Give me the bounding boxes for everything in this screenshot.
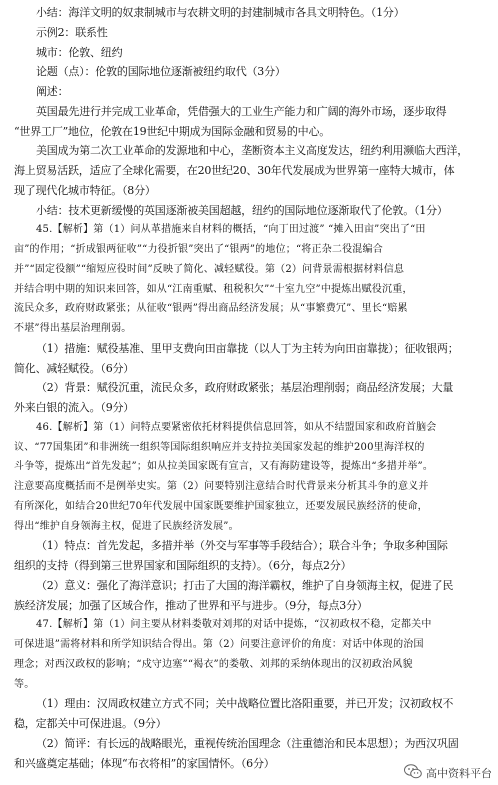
text-line: 组织的支持（得到第三世界国家和国际组织的支持）。（6分，每点2分） (14, 559, 352, 572)
text-line: 等。 (14, 678, 35, 690)
text-line: 并结合明中期的知识来回答，如从“江南重赋、租税积欠”“十室九空”中提炼出赋役沉重， (14, 283, 413, 295)
text-line: 流民众多，政府财政紧张；从征收“银两”得出商品经济发展；从“事繁费冗”、里长“赔累 (14, 303, 408, 315)
text-line: 45.【解析】第（1）问从革措施来自材料的概括，“向丁田过渡” “摊入田亩”突出了“田 (36, 224, 426, 236)
watermark (404, 764, 492, 782)
text-line: 理念；对西汉政权的影响；“戍守边塞”“褐衣”的娄敬、刘邦的采纳体现出的汉初政治风貌 (14, 658, 413, 670)
text-line: 城市：伦敦、纽约 (36, 45, 123, 59)
text-line: 稳，定都关中可保进退。（9分） (14, 717, 167, 730)
text-line: 斗争等，提炼出“首先发起”；如从拉美国家既有宣言，又有海防建设等，提炼出“多措并举”。 (14, 461, 434, 473)
text-line: 论题（点）：伦敦的国际地位逐渐被纽约取代（3分） (36, 65, 286, 79)
text-line: 外来白银的流入。（9分） (14, 401, 135, 414)
text-line: （2）背景：赋役沉重，流民众多，政府财政紧张；基层治理削弱；商品经济发展；大量 (36, 381, 454, 395)
text-line: 47.【解析】第（1）问主要从材料娄敬对刘邦的对话中提炼，“汉初政权不稳，定都关中 (36, 619, 432, 631)
text-line: （2）意义：强化了海洋意识；打击了大国的海洋霸权，维护了自身领海主权，促进了民 (36, 578, 454, 592)
text-line: （1）理由：汉周政权建立方式不同；关中战略位置比洛阳重要，并已开发；汉初政权不 (36, 697, 454, 711)
text-line: 注意要高度概括而不是例举史实。第（2）问要特别注意结合时代背景来分析其斗争的意义并 (14, 481, 429, 492)
text-line: （1）特点：首先发起，多措并举（外交与军事等手段结合）；联合斗争；争取多种国际 (36, 539, 448, 553)
text-line: 亩”的作用；“折成银两征收”“力役折银”突出了“银两”的地位；“将正杂二役混编合 (14, 244, 383, 255)
text-line: 小结：海洋文明的奴隶制城市与农耕文明的封建制城市各具文明特色。（1分） (36, 6, 405, 19)
text-line: 美国成为第二次工业革命的发源地和中心，垄断资本主义高度发达，纽约利用濒临大西洋， (36, 144, 468, 158)
text-line: 和兴盛奠定基础；体现“布衣将相”的家国情怀。（6分） (14, 756, 275, 770)
text-line: 现了现代化城市特征。（8分） (14, 183, 156, 197)
text-line: 46.【解析】第（1）问特点要紧密依托材料提供信息回答，如从不结盟国家和政府首脑会 (36, 421, 437, 433)
text-line: 简化、减轻赋役。（6分） (14, 361, 135, 375)
text-line: 有所深化，如结合20世纪70年代发展中国家既要维护国家独立，还要发展民族经济的使命， (14, 500, 428, 512)
text-line: 得出“维护自身领海主权，促进了民族经济发展”。 (14, 520, 239, 532)
text-line: 阐述： (36, 85, 69, 98)
text-line: 族经济发展；加强了区域合作，推动了世界和平与进步。（9分，每点3分） (14, 598, 368, 612)
text-line: 并”“固定役额”“缩短应役时间”反映了简化、减轻赋役。第（2）问背景需根据材料信息 (14, 263, 405, 275)
text-line: 示例2：联系性 (36, 25, 108, 39)
text-line: 议、“77国集团”和非洲统一组织等国际组织响应并支持拉美国家发起的维护200里海洋权的 (14, 441, 425, 453)
text-line: 英国最先进行并完成工业革命，凭借强大的工业生产能力和广阔的海外市场，逐步取得 (36, 104, 447, 118)
text-line: （1）措施：赋役基准、里甲支费向田亩靠拢（以人丁为主转为向田亩靠拢）；征收银两； (36, 341, 459, 355)
text-line: （2）简评：有长远的战略眼光，重视传统治国理念（注重德治和民本思想）；为西汉巩固 (36, 736, 459, 750)
text-line: 海上贸易活跃，适应了全球化需要，在20世纪20、30年代发展成为世界第一座特大城市，体 (14, 164, 455, 177)
text-line: 小结：技术更新缓慢的英国逐渐被美国超越，纽约的国际地位逐渐取代了伦敦。（1分） (36, 203, 448, 217)
text-line: 不堪”得出基层治理削弱。 (14, 323, 132, 334)
text-line: “世界工厂”地位，伦敦在19世纪中期成为国际金融和贸易的中心。 (14, 124, 331, 138)
text-line: 可保进退”需将材料和所学知识结合得出。第（2）问要注意评价的角度：对话中体现的治国 (14, 639, 424, 650)
wechat-icon (404, 764, 422, 782)
watermark-text: 高中资料平台 (426, 767, 492, 780)
